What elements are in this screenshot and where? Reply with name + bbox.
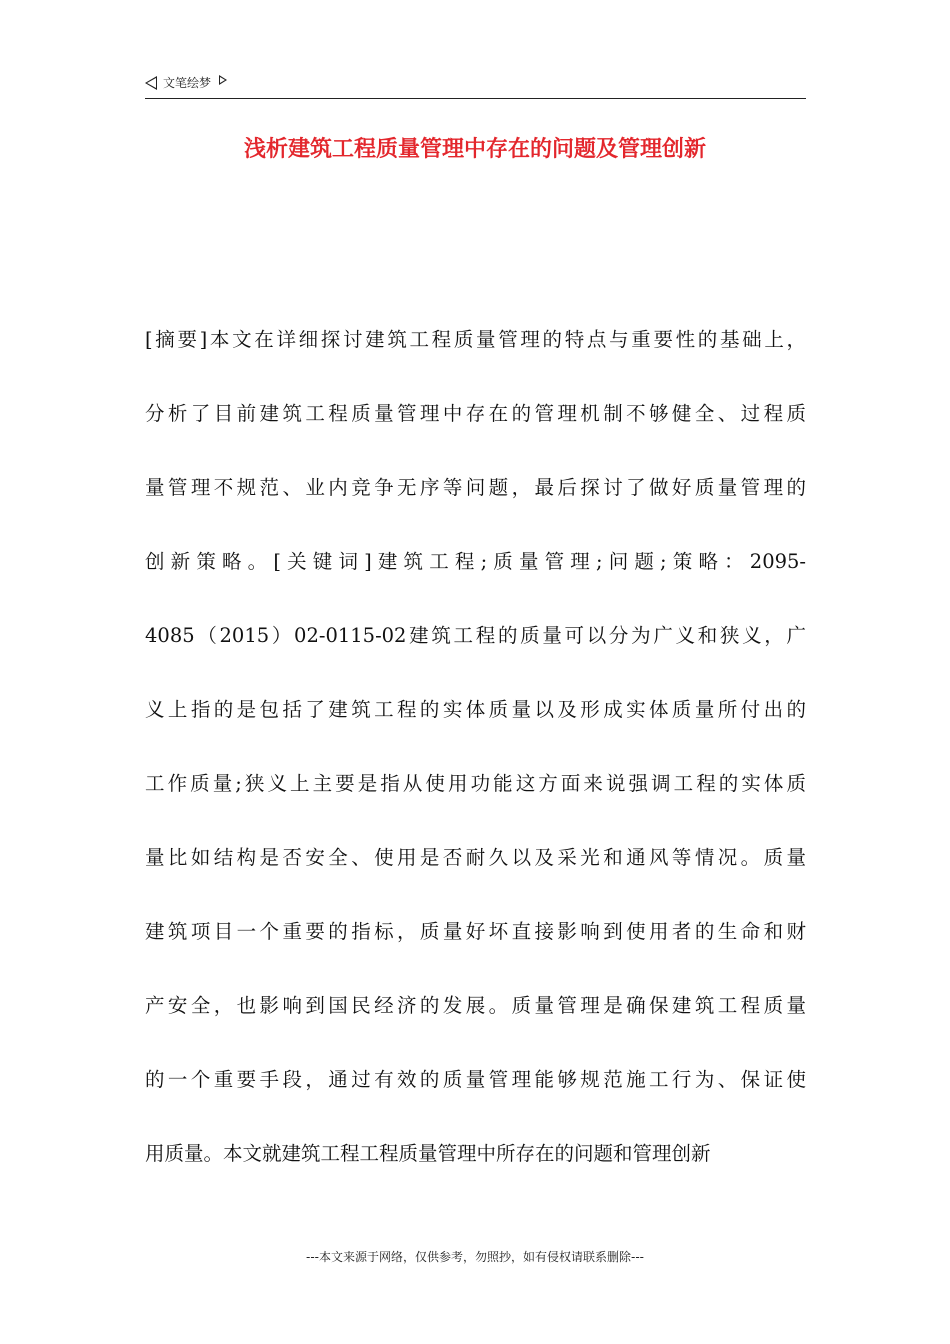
body-line: 义上指的是包括了建筑工程的实体质量以及形成实体质量所付出的 [145,698,806,721]
brand-label: 文笔绘梦 [163,76,212,90]
body-line: 4085（2015）02-0115-02建筑工程的质量可以分为广义和狭义，广 [145,624,806,647]
triangle-left-icon [145,76,157,90]
body-line: 创新策略。[关键词]建筑工程;质量管理;问题;策略：2095- [145,550,806,573]
page-header [145,74,806,99]
body-line: 分析了目前建筑工程质量管理中存在的管理机制不够健全、过程质 [145,402,806,425]
footer-notice: ---本文来源于网络，仅供参考，勿照抄，如有侵权请联系删除--- [306,1250,644,1264]
body-line: [摘要]本文在详细探讨建筑工程质量管理的特点与重要性的基础上， [145,328,806,351]
body-line: 量管理不规范、业内竞争无序等问题，最后探讨了做好质量管理的 [145,476,806,499]
document-title: 浅析建筑工程质量管理中存在的问题及管理创新 [243,137,706,162]
body-line: 量比如结构是否安全、使用是否耐久以及采光和通风等情况。质量 [145,846,806,869]
body-line: 产安全，也影响到国民经济的发展。质量管理是确保建筑工程质量 [145,994,806,1017]
header-brand [145,74,227,92]
body-line: 工作质量;狭义上主要是指从使用功能这方面来说强调工程的实体质 [145,772,806,795]
body-line: 用质量。本文就建筑工程工程质量管理中所存在的问题和管理创新 [145,1142,711,1165]
body-line: 建筑项目一个重要的指标，质量好坏直接影响到使用者的生命和财 [145,920,806,943]
document-body [145,318,806,1206]
triangle-right-icon [219,75,227,85]
body-line: 的一个重要手段，通过有效的质量管理能够规范施工行为、保证使 [145,1068,806,1091]
